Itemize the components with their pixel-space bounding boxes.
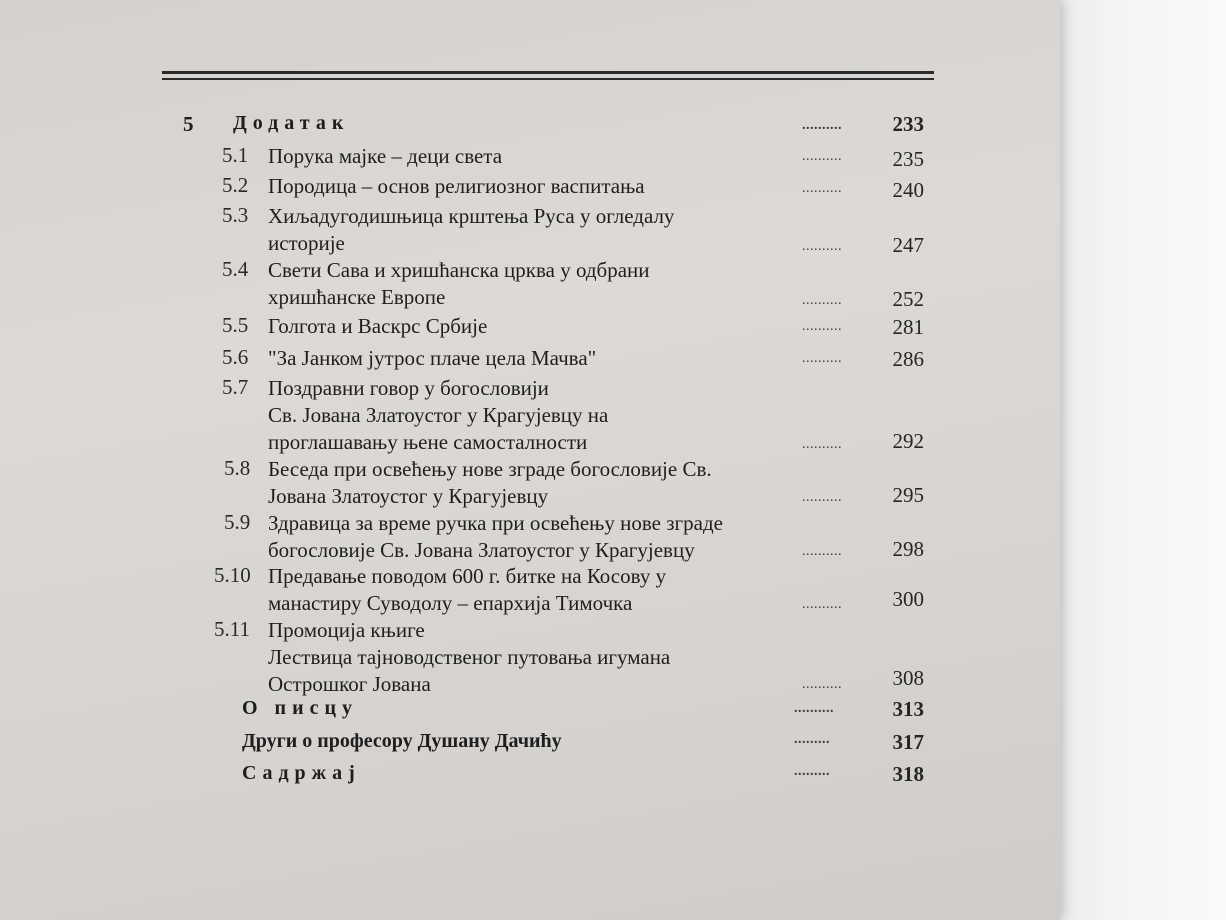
leader-dots: ..........	[794, 701, 834, 716]
entry-title: Други о професору Душану Дачићу	[242, 730, 562, 752]
page-number: 233	[892, 112, 924, 136]
entry-title: Породица – основ религиозног васпитања	[268, 174, 645, 198]
page-number: 292	[892, 429, 924, 453]
leader-dots: ..........	[802, 437, 842, 452]
leader-dots: ..........	[802, 239, 842, 254]
entry-number: 5.1	[222, 143, 249, 167]
entry-title: Здравица за време ручка при освећењу нове зграде богословије Св. Јована Златоустог у Крагујевцу	[268, 511, 723, 562]
page-number: 313	[892, 697, 924, 721]
page-number: 247	[892, 233, 924, 257]
page-number: 318	[892, 762, 924, 786]
page-number: 281	[892, 315, 924, 339]
page-number: 295	[892, 483, 924, 507]
entry-title: Предавање поводом 600 г. битке на Косову у манастиру Суводолу – епархија Тимочка	[268, 564, 667, 615]
page-number: 298	[892, 537, 924, 561]
entry-number: 5.10	[214, 563, 251, 587]
leader-dots: .........	[794, 732, 830, 747]
entry-title: Промоција књиге Лествица тајноводственог путовања игумана Острошког Јована	[268, 618, 671, 696]
leader-dots: ..........	[802, 293, 842, 308]
entry-title: Порука мајке – деци света	[268, 144, 503, 168]
entry-number: 5.9	[224, 510, 251, 534]
leader-dots: .........	[794, 764, 830, 779]
page-number: 308	[892, 666, 924, 690]
page-number: 317	[892, 730, 924, 754]
entry-title: Голгота и Васкрс Србије	[268, 314, 488, 338]
entry-title: Поздравни говор у богословији Св. Јована Златоустог у Крагујевцу на проглашавању њене самосталности	[268, 376, 609, 454]
leader-dots: ..........	[802, 118, 842, 133]
page-number: 252	[892, 287, 924, 311]
entry-number: 5.6	[222, 345, 249, 369]
entry-number: 5.7	[222, 375, 249, 399]
entry-number: 5.8	[224, 456, 251, 480]
leader-dots: ..........	[802, 490, 842, 505]
entry-title: Хиљадугодишњица крштења Руса у огледалу историје	[268, 204, 675, 255]
entry-title: Садржај	[242, 762, 361, 784]
section-title: Додатак	[233, 112, 350, 134]
entry-title: Свети Сава и хришћанска црква у одбрани хришћанске Европе	[268, 258, 650, 309]
entry-title: О писцу	[242, 697, 359, 719]
entry-title: Беседа при освећењу нове зграде богословије Св. Јована Златоустог у Крагујевцу	[268, 457, 712, 508]
leader-dots: ..........	[802, 351, 842, 366]
leader-dots: ..........	[802, 181, 842, 196]
section-number: 5	[183, 112, 194, 136]
leader-dots: ..........	[802, 544, 842, 559]
leader-dots: ..........	[802, 677, 842, 692]
leader-dots: ..........	[802, 597, 842, 612]
entry-number: 5.4	[222, 257, 249, 281]
entry-number: 5.11	[214, 617, 250, 641]
page-number: 235	[892, 147, 924, 171]
entry-number: 5.2	[222, 173, 249, 197]
page-number: 300	[892, 587, 924, 611]
leader-dots: ..........	[802, 319, 842, 334]
leader-dots: ..........	[802, 149, 842, 164]
entry-number: 5.5	[222, 313, 249, 337]
page-number: 240	[892, 178, 924, 202]
background-surface	[1040, 0, 1226, 920]
page-number: 286	[892, 347, 924, 371]
entry-number: 5.3	[222, 203, 249, 227]
entry-title: "За Јанком јутрос плаче цела Мачва"	[268, 346, 597, 370]
